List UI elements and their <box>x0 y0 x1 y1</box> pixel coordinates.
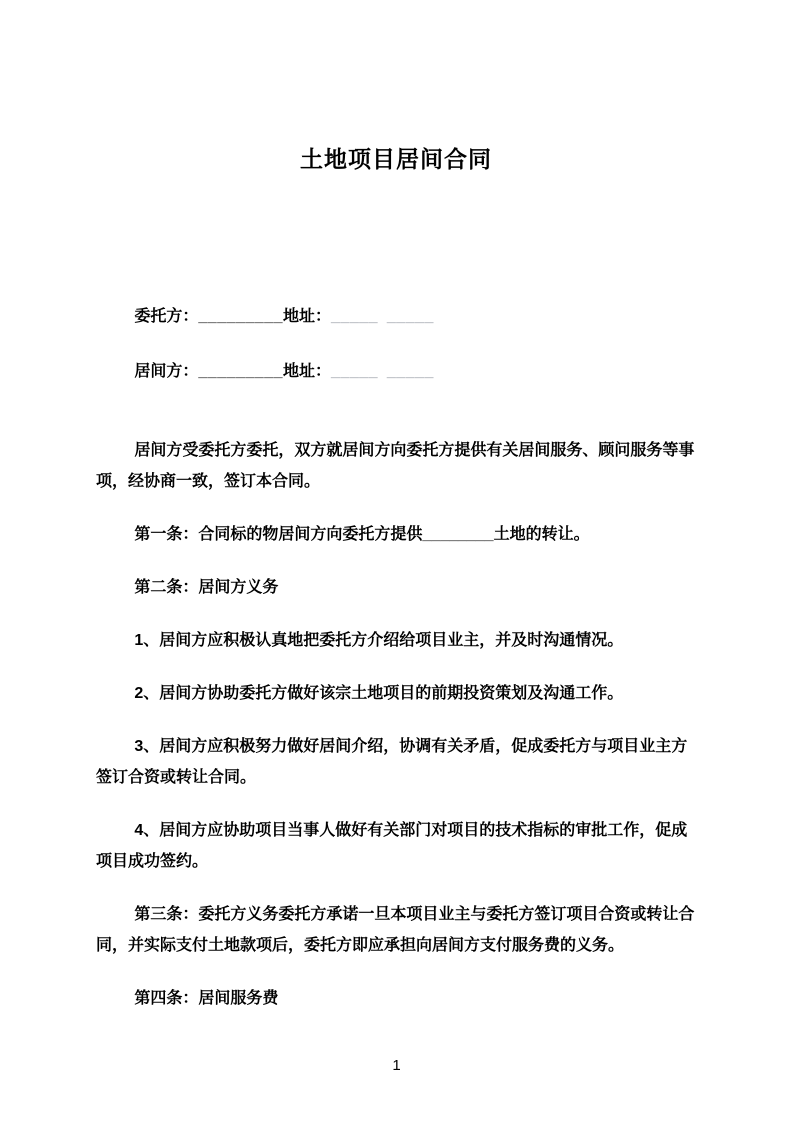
client-label: 委托方： <box>134 308 199 325</box>
client-address-blank-1: _____ <box>331 308 379 325</box>
paragraph-clause-1: 1、居间方应积极认真地把委托方介绍给项目业主，并及时沟通情况。 <box>134 632 624 649</box>
paragraph-clause-2: 2、居间方协助委托方做好该宗土地项目的前期投资策划及沟通工作。 <box>134 685 624 702</box>
paragraph-article-1: 第一条：合同标的物居间方向委托方提供________土地的转让。 <box>134 526 590 543</box>
paragraph-article-3: 第三条：委托方义务委托方承诺一旦本项目业主与委托方签订项目合资或转让合同，并实际支付土地款项后，委托方即应承担向居间方支付服务费的义务。 <box>96 906 695 954</box>
agent-label: 居间方： <box>134 363 199 380</box>
document-title: 土地项目居间合同 <box>300 146 492 172</box>
paragraph-preamble: 居间方受委托方委托，双方就居间方向委托方提供有关居间服务、顾问服务等事项，经协商一致，签订本合同。 <box>96 442 695 490</box>
page-number: 1 <box>392 1057 401 1074</box>
paragraph-clause-4: 4、居间方应协助项目当事人做好有关部门对项目的技术指标的审批工作，促成项目成功签约。 <box>96 822 688 870</box>
party-line-agent <box>96 357 696 387</box>
client-address-blank-2: _____ <box>386 308 434 325</box>
agent-name-blank: _________ <box>198 363 283 380</box>
paragraph-clause-3: 3、居间方应积极努力做好居间介绍，协调有关矛盾，促成委托方与项目业主方签订合资或转让合同。 <box>96 738 688 786</box>
party-line-client <box>96 302 696 332</box>
paragraph-article-2: 第二条：居间方义务 <box>134 579 279 596</box>
client-name-blank: _________ <box>198 308 283 325</box>
agent-address-label: 地址： <box>283 363 332 380</box>
agent-address-blank-1: _____ <box>331 363 379 380</box>
document-content <box>96 0 696 1036</box>
paragraph-article-4: 第四条：居间服务费 <box>134 990 279 1007</box>
client-address-label: 地址： <box>283 308 332 325</box>
agent-address-blank-2: _____ <box>386 363 434 380</box>
